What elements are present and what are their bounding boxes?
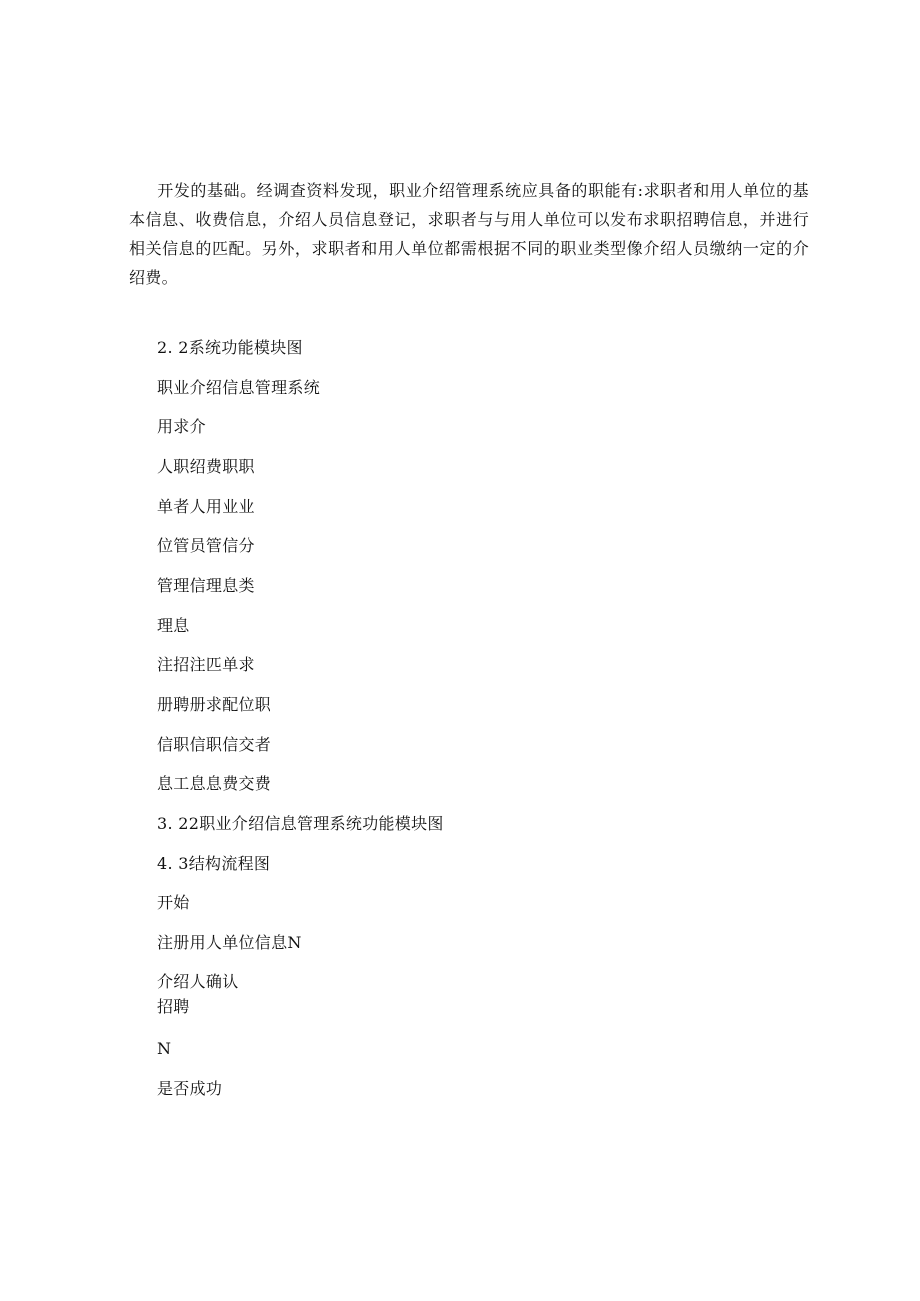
diagram-text-row: 理息 (157, 616, 190, 635)
section-heading-4-3: 4. 3结构流程图 (157, 854, 271, 873)
diagram-text-row: 位管员管信分 (157, 536, 255, 555)
intro-text: 开发的基础。经调查资料发现，职业介绍管理系统应具备的职能有:求职者和用人单位的基本信息、收费信息，介绍人员信息登记，求职者与与用人单位可以发布求职招聘信息，并进行相关信息的匹配。另外，求职者和用人单位都需根据不同的职业类型像介绍人员缴纳一定的介绍费。 (129, 181, 809, 287)
diagram-text-row: 注招注匹单求 (157, 655, 255, 674)
intro-paragraph (129, 176, 809, 292)
flowchart-text-row: 介绍人确认 (157, 972, 239, 991)
figure-caption: 3. 22职业介绍信息管理系统功能模块图 (157, 814, 444, 833)
flowchart-text-row: 开始 (157, 893, 190, 912)
diagram-text-row: 册聘册求配位职 (157, 695, 272, 714)
flowchart-text-row: 是否成功 (157, 1079, 223, 1098)
flowchart-text-row: N (157, 1039, 172, 1058)
diagram-text-row: 单者人用业业 (157, 497, 255, 516)
diagram-text-row: 人职绍费职职 (157, 457, 255, 476)
diagram-text-row: 息工息息费交费 (157, 774, 272, 793)
section-heading-2-2: 2. 2系统功能模块图 (157, 338, 303, 357)
diagram-root-label: 职业介绍信息管理系统 (157, 378, 321, 397)
diagram-text-row: 管理信理息类 (157, 576, 255, 595)
flowchart-text-row: 注册用人单位信息N (157, 933, 302, 952)
flowchart-text-row: 招聘 (157, 997, 190, 1016)
diagram-text-row: 用求介 (157, 417, 206, 436)
diagram-text-row: 信职信职信交者 (157, 735, 272, 754)
